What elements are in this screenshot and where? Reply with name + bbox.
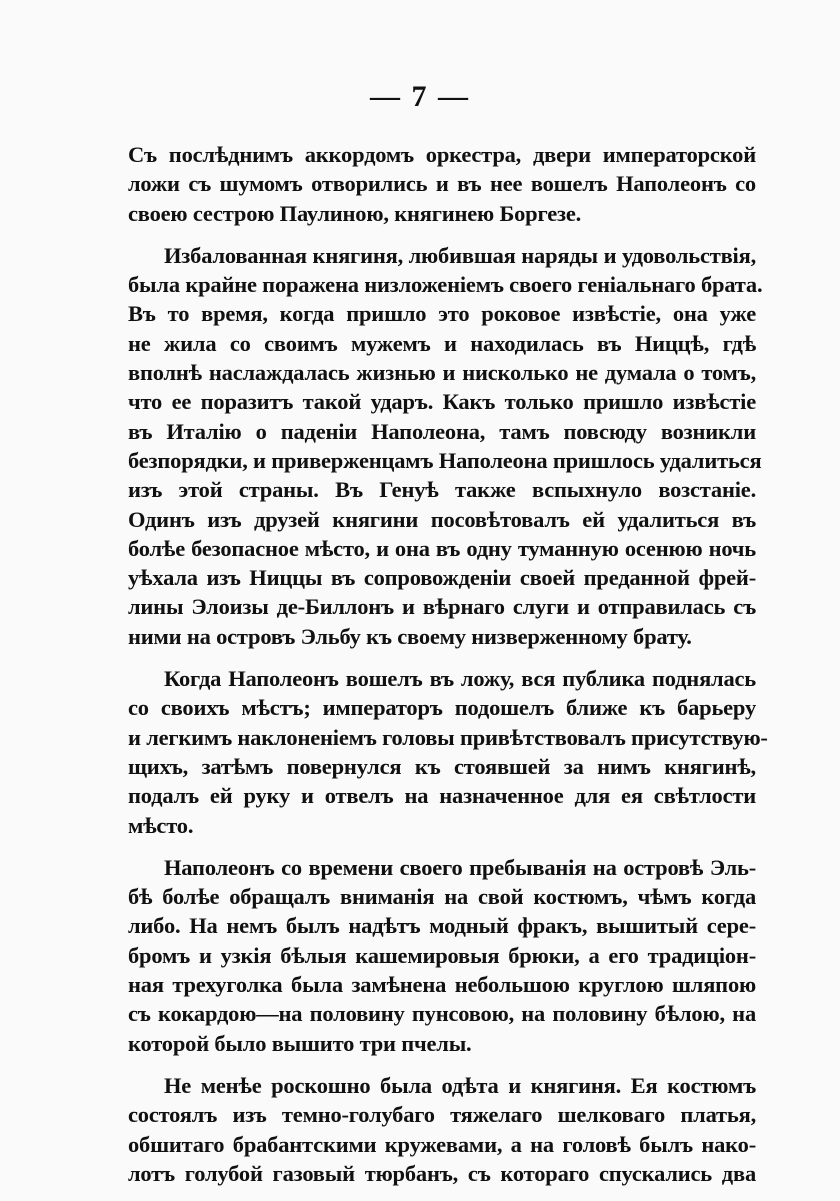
text-line: изъ этой страны. Въ Генуѣ также вспыхнуло возстаніе. <box>128 477 756 503</box>
text-line: болѣе безопасное мѣсто, и она въ одну туманную осенюю ночь <box>128 535 756 561</box>
text-line: Не менѣе роскошно была одѣта и княгиня. Ея костюмъ <box>164 1072 756 1098</box>
text-line: не жила со своимъ мужемъ и находилась въ Ниццѣ, гдѣ <box>128 330 756 356</box>
text-line: мѣсто. <box>128 812 194 838</box>
text-line: бѣ болѣе обращалъ вниманія на свой костюмъ, чѣмъ когда <box>128 884 756 910</box>
text-line: ложи съ шумомъ отворились и въ нее вошелъ Наполеонъ со <box>128 171 756 197</box>
paragraph-5 <box>128 1071 756 1188</box>
text-line: своею сестрою Паулиною, княгинею Боргезе. <box>128 200 582 226</box>
text-line: и легкимъ наклоненіемъ головы привѣтствовалъ присутствую- <box>128 724 768 750</box>
text-line: уѣхала изъ Ниццы въ сопровожденіи своей преданной фрей- <box>128 565 756 591</box>
text-line: Избалованная княгиня, любившая наряды и удовольствія, <box>164 242 756 268</box>
text-line: лотъ голубой газовый тюрбанъ, съ котораго спускались два <box>128 1160 756 1186</box>
paragraph-4 <box>128 853 756 1058</box>
page-number: — 7 — <box>370 80 470 113</box>
text-line: щихъ, затѣмъ повернулся къ стоявшей за нимъ княгинѣ, <box>128 753 756 779</box>
paragraph-1 <box>128 140 756 228</box>
text-line: ними на островъ Эльбу къ своему низверженному брату. <box>128 623 692 649</box>
paragraph-3 <box>128 664 768 840</box>
text-line: либо. На немъ былъ надѣтъ модный фракъ, вышитый сере- <box>128 913 756 939</box>
text-line: которой было вышито три пчелы. <box>128 1030 472 1056</box>
text-line: безпорядки, и приверженцамъ Наполеона пришлось удалиться <box>128 447 762 473</box>
text-line: состоялъ изъ темно-голубаго тяжелаго шелковаго платья, <box>128 1102 756 1128</box>
text-line: обшитаго брабантскими кружевами, а на головѣ былъ нако- <box>128 1131 756 1157</box>
text-line: Въ то время, когда пришло это роковое извѣстіе, она уже <box>128 301 756 327</box>
text-line: бромъ и узкія бѣлыя кашемировыя брюки, а его традиціон- <box>128 942 756 968</box>
text-line: съ кокардою—на половину пунсовою, на половину бѣлою, на <box>128 1001 756 1027</box>
text-line: Одинъ изъ друзей княгини посовѣтовалъ ей удалиться въ <box>128 506 756 532</box>
text-line: что ее поразитъ такой ударъ. Какъ только пришло извѣстіе <box>128 389 756 415</box>
paragraph-2 <box>128 241 763 651</box>
text-line: въ Италію о паденіи Наполеона, тамъ повсюду возникли <box>128 418 756 444</box>
text-line: вполнѣ наслаждалась жизнью и нисколько не думала о томъ, <box>128 360 756 386</box>
text-line: со своихъ мѣстъ; императоръ подошелъ ближе къ барьеру <box>128 695 756 721</box>
text-line: Наполеонъ со времени своего пребыванія на островѣ Эль- <box>164 854 756 880</box>
text-line: Съ послѣднимъ аккордомъ оркестра, двери императорской <box>128 142 756 167</box>
text-line: ная трехуголка была замѣнена небольшою круглою шляпою <box>128 972 756 998</box>
text-line: подалъ ей руку и отвелъ на назначенное для ея свѣтлости <box>128 783 756 809</box>
text-line: лины Элоизы де-Биллонъ и вѣрнаго слуги и отправилась съ <box>128 594 756 620</box>
text-line: была крайне поражена низложеніемъ своего геніальнаго брата. <box>128 272 763 298</box>
body-text <box>128 140 768 1201</box>
text-line: Когда Наполеонъ вошелъ въ ложу, вся публика поднялась <box>164 666 756 692</box>
